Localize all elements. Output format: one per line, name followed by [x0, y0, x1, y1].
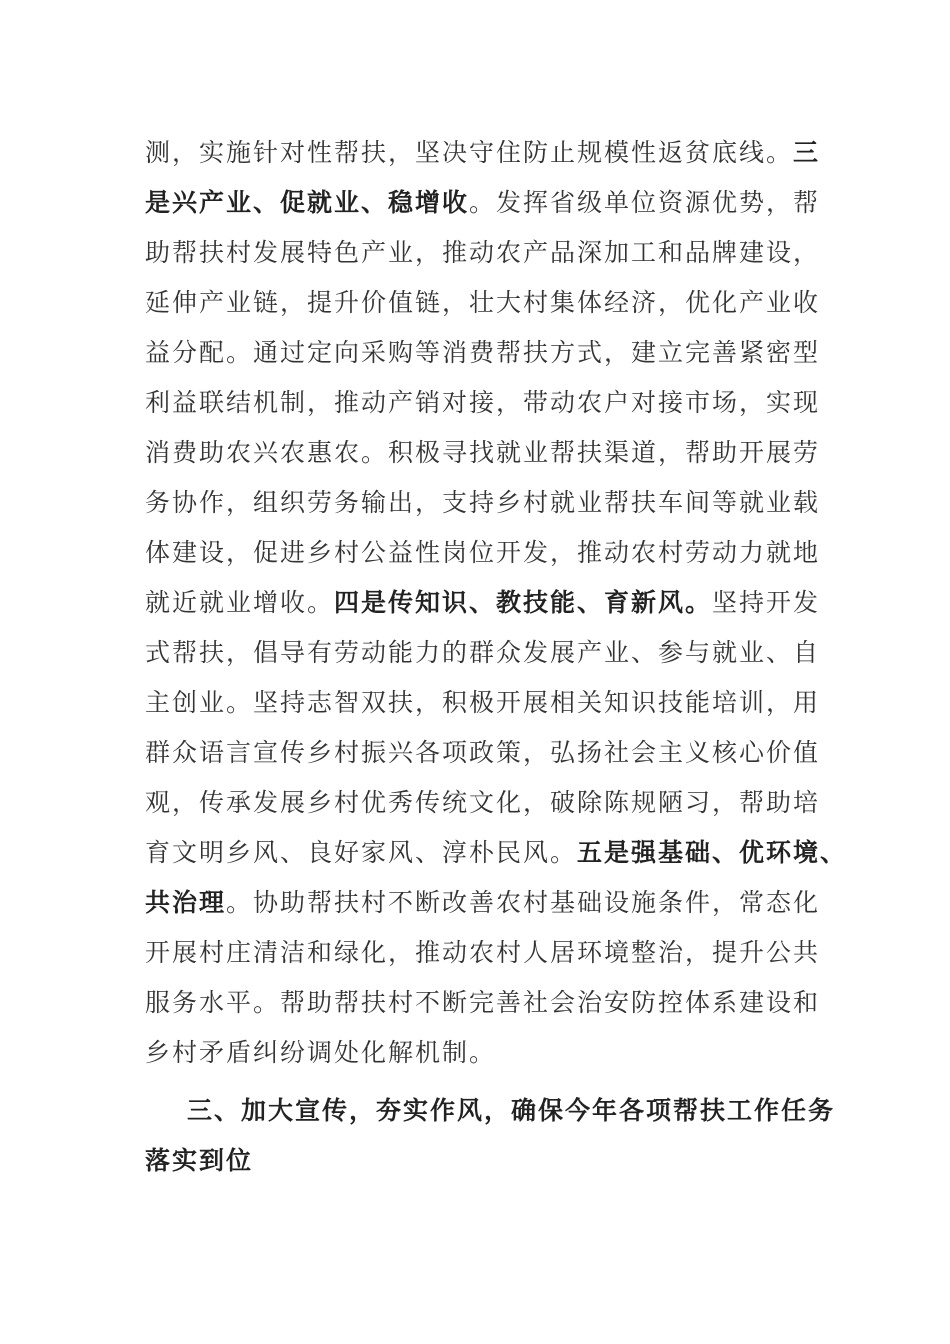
text-run: 助帮扶村发展特色产业，推动农产品深加工和品牌建设， [145, 238, 821, 267]
paragraph-line [145, 378, 821, 428]
highlighted-phrase: 五是强基础、优环境、 [577, 838, 848, 867]
paragraph-line [145, 778, 821, 828]
paragraph-line [145, 528, 821, 578]
text-run: 测，实施针对性帮扶，坚决守住防止规模性返贫底线。 [145, 138, 794, 167]
paragraph-line [145, 328, 821, 378]
section-heading-line-2: 落实到位 [145, 1146, 254, 1175]
document-body [145, 128, 848, 1186]
text-run: 乡村矛盾纠纷调处化解机制。 [145, 1038, 497, 1067]
paragraph-line [145, 578, 821, 628]
paragraph-line [145, 628, 821, 678]
text-run: 务协作，组织劳务输出，支持乡村就业帮扶车间等就业载 [145, 488, 821, 517]
text-run: 坚持开发 [712, 588, 821, 617]
section-heading-line-1: 三、加大宣传，夯实作风，确保今年各项帮扶工作任务 [187, 1096, 836, 1125]
paragraph-line [145, 878, 821, 928]
text-run: 开展村庄清洁和绿化，推动农村人居环境整治，提升公共 [145, 938, 821, 967]
text-run: 式帮扶，倡导有劳动能力的群众发展产业、参与就业、自 [145, 638, 821, 667]
paragraph-line [145, 128, 821, 178]
text-run: 。协助帮扶村不断改善农村基础设施条件，常态化 [226, 888, 821, 917]
highlighted-phrase: 是兴产业、促就业、稳增收 [145, 188, 470, 217]
text-run: 体建设，促进乡村公益性岗位开发，推动农村劳动力就地 [145, 538, 821, 567]
text-run: 延伸产业链，提升价值链，壮大村集体经济，优化产业收 [145, 288, 821, 317]
highlighted-phrase: 三 [793, 138, 821, 167]
paragraph-line [145, 428, 821, 478]
text-run: 益分配。通过定向采购等消费帮扶方式，建立完善紧密型 [145, 338, 821, 367]
text-run: 就近就业增收。 [145, 588, 335, 617]
paragraph-line [145, 278, 821, 328]
text-run: 育文明乡风、良好家风、淳朴民风。 [145, 838, 578, 867]
paragraph-line [145, 228, 821, 278]
highlighted-phrase: 共治理 [145, 888, 227, 917]
paragraph-line [145, 1028, 809, 1078]
highlighted-phrase: 四是传知识、教技能、育新风。 [334, 588, 713, 617]
paragraph-line [145, 728, 821, 778]
text-run: 消费助农兴农惠农。积极寻找就业帮扶渠道，帮助开展劳 [145, 438, 821, 467]
text-run: 服务水平。帮助帮扶村不断完善社会治安防控体系建设和 [145, 988, 821, 1017]
paragraph-line [145, 678, 821, 728]
paragraph-line [145, 478, 821, 528]
paragraph-line [145, 978, 821, 1028]
text-run: 主创业。坚持志智双扶，积极开展相关知识技能培训，用 [145, 688, 821, 717]
paragraph-line [145, 178, 821, 228]
body-paragraph [145, 128, 848, 1078]
paragraph-line [145, 928, 821, 978]
text-run: 。发挥省级单位资源优势，帮 [469, 188, 821, 217]
text-run: 观，传承发展乡村优秀传统文化，破除陈规陋习，帮助培 [145, 788, 821, 817]
text-run: 群众语言宣传乡村振兴各项政策，弘扬社会主义核心价值 [145, 738, 821, 767]
text-run: 利益联结机制，推动产销对接，带动农户对接市场，实现 [145, 388, 821, 417]
paragraph-line [145, 828, 848, 878]
